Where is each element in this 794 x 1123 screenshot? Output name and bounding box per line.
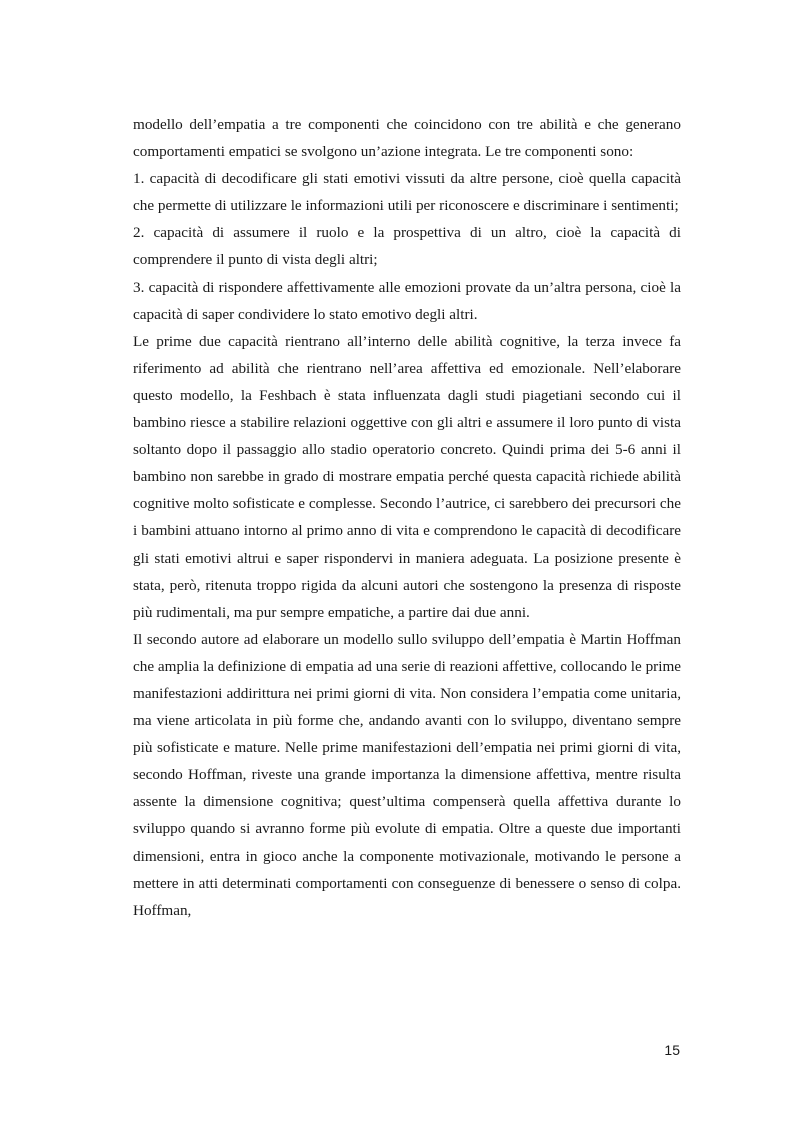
paragraph-intro: modello dell’empatia a tre componenti che coincidono con tre abilità e che generano comportamenti empatici se svolgono un’azione integrata. Le tre componenti sono: — [133, 116, 681, 161]
body-text — [133, 111, 681, 924]
page-number: 15 — [664, 1042, 680, 1058]
list-item-2: 2. capacità di assumere il ruolo e la prospettiva di un altro, cioè la capacità di comprendere il punto di vista degli altri; — [133, 224, 681, 269]
paragraph-hoffman: Il secondo autore ad elaborare un modello sullo sviluppo dell’empatia è Martin Hoffman che amplia la definizione di empatia ad una serie di reazioni affettive, collocando le prime manifestazioni addirittura nei primi giorni di vita. Non considera l’empatia come unitaria, ma viene articolata in più forme che, andando avanti con lo sviluppo, diventano sempre più sofisticate e mature. Nelle prime manifestazioni dell’empatia nei primi giorni di vita, secondo Hoffman, riveste una grande importanza la dimensione affettiva, mentre risulta assente la dimensione cognitiva; quest’ultima compenserà quella affettiva durante lo sviluppo quando si avranno forme più evolute di empatia. Oltre a queste due importanti dimensioni, entra in gioco anche la componente motivazionale, motivando le persone a mettere in atti determinati comportamenti con conseguenze di benessere o senso di colpa. Hoffman, — [133, 630, 681, 919]
list-item-1: 1. capacità di decodificare gli stati emotivi vissuti da altre persone, cioè quella capacità che permette di utilizzare le informazioni utili per riconoscere e discriminare i sentimenti; — [133, 170, 681, 215]
list-item-3: 3. capacità di rispondere affettivamente alle emozioni provate da un’altra persona, cioè la capacità di saper condividere lo stato emotivo degli altri. — [133, 278, 681, 323]
paragraph-feshbach: Le prime due capacità rientrano all’interno delle abilità cognitive, la terza invece fa riferimento ad abilità che rientrano nell’area affettiva ed emozionale. Nell’elaborare questo modello, la Feshbach è stata influenzata dagli studi piagetiani secondo cui il bambino riesce a stabilire relazioni oggettive con gli altri e assumere il loro punto di vista soltanto dopo il passaggio allo stadio operatorio concreto. Quindi prima dei 5-6 anni il bambino non sarebbe in grado di mostrare empatia perché questa capacità richiede abilità cognitive molto sofisticate e complesse. Secondo l’autrice, ci sarebbero dei precursori che i bambini attuano intorno al primo anno di vita e comprendono le capacità di decodificare gli stati emotivi altrui e saper rispondervi in maniera adeguata. La posizione presente è stata, però, ritenuta troppo rigida da alcuni autori che sostengono la presenza di risposte più rudimentali, ma pur sempre empatiche, a partire dai due anni. — [133, 332, 681, 621]
